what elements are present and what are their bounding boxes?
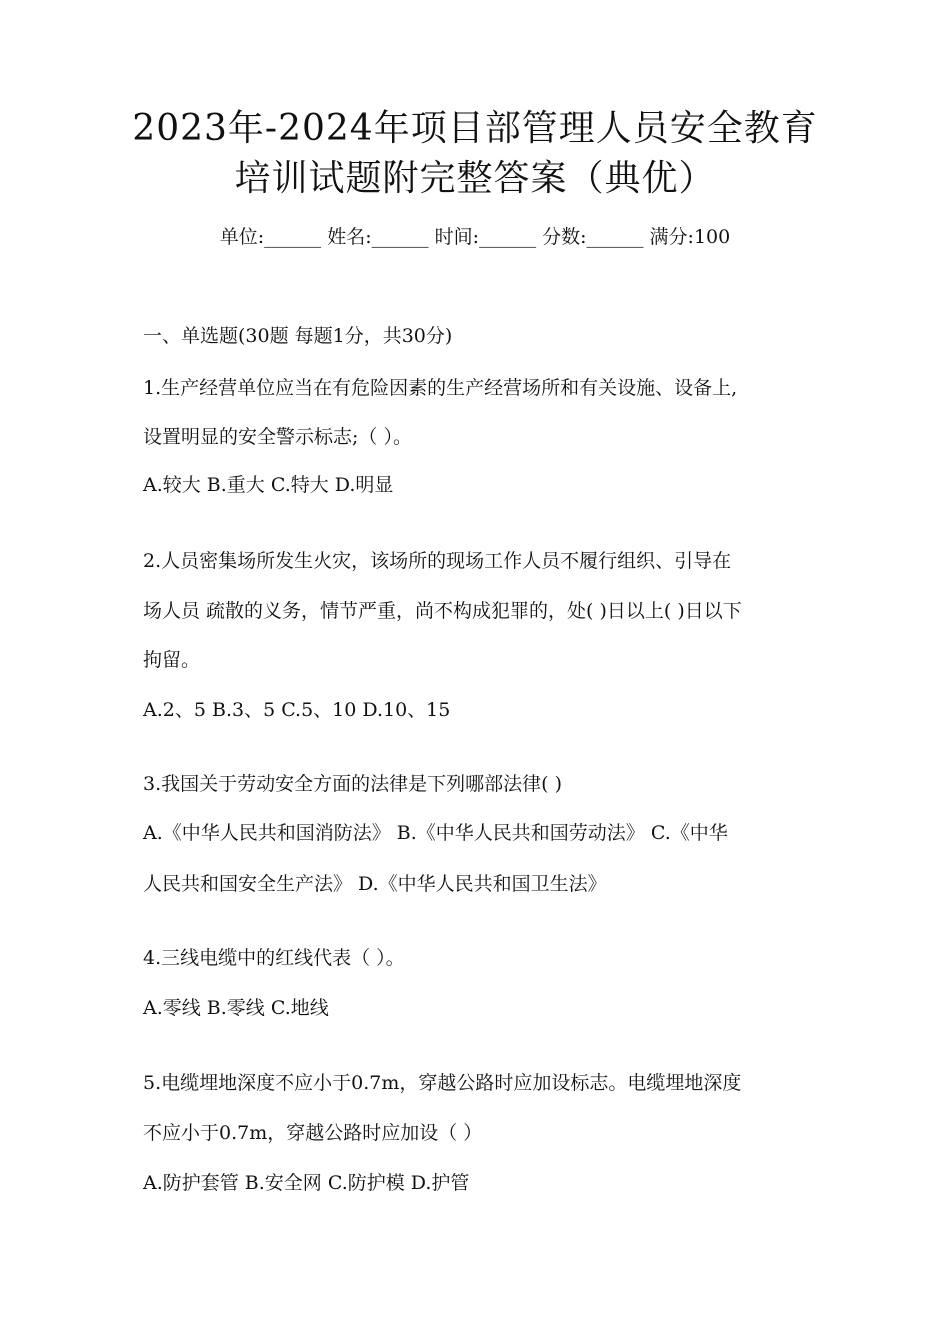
question-4-stem: 4.三线电缆中的红线代表（ ）。 [143, 947, 405, 969]
question-4-options: A.零线 B.零线 C.地线 [143, 997, 329, 1019]
document-title-line-2: 培训试题附完整答案（典优） [234, 158, 716, 199]
question-2-options: A.2、5 B.3、5 C.5、10 D.10、15 [143, 699, 451, 721]
document-title-line-1: 2023年-2024年项目部管理人员安全教育 [132, 108, 818, 149]
question-2-stem-line-2: 场人员 疏散的义务，情节严重，尚不构成犯罪的，处( )日以上( )日以下 [143, 600, 742, 622]
question-1-options: A.较大 B.重大 C.特大 D.明显 [143, 474, 394, 496]
question-1-stem-line-2: 设置明显的安全警示标志;（ ）。 [143, 426, 412, 448]
question-3-options-line-1: A.《中华人民共和国消防法》 B.《中华人民共和国劳动法》 C.《中华 [143, 822, 728, 844]
question-1-stem-line-1: 1.生产经营单位应当在有危险因素的生产经营场所和有关设施、设备上, [143, 377, 738, 399]
question-5-stem-line-2: 不应小于0.7m，穿越公路时应加设（ ） [143, 1122, 483, 1144]
section-heading: 一、单选题(30题 每题1分，共30分) [143, 325, 453, 347]
question-5-options: A.防护套管 B.安全网 C.防护模 D.护管 [143, 1172, 470, 1194]
question-3-stem: 3.我国关于劳动安全方面的法律是下列哪部法律( ) [143, 773, 562, 795]
exam-info-line: 单位:______ 姓名:______ 时间:______ 分数:______ 满分:100 [219, 226, 731, 248]
question-2-stem-line-1: 2.人员密集场所发生火灾，该场所的现场工作人员不履行组织、引导在 [143, 550, 732, 572]
question-5-stem-line-1: 5.电缆埋地深度不应小于0.7m，穿越公路时应加设标志。电缆埋地深度 [143, 1072, 742, 1094]
question-2-stem-line-3: 拘留。 [143, 649, 201, 671]
question-3-options-line-2: 人民共和国安全生产法》 D.《中华人民共和国卫生法》 [143, 873, 607, 895]
